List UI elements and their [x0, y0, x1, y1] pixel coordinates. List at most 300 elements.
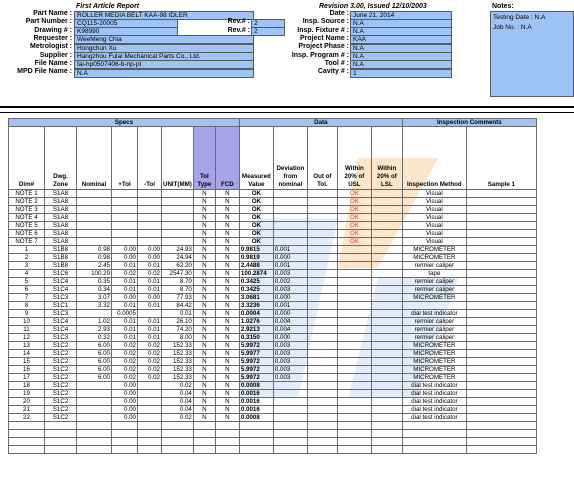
within-usl-cell — [337, 286, 371, 294]
sample-cell — [466, 310, 536, 318]
unit-cell — [162, 422, 194, 430]
plus-tol-cell: 0.00 — [112, 294, 138, 302]
within-lsl-cell — [371, 278, 402, 286]
col-method: Inspection Method — [402, 127, 466, 190]
measured-cell — [239, 422, 273, 430]
within-lsl-cell — [371, 390, 402, 398]
sample-cell — [466, 238, 536, 246]
rev-value[interactable]: 2 — [251, 19, 285, 28]
method-cell: dial test indicator — [402, 406, 466, 414]
table-row — [9, 438, 537, 446]
tol-type-cell: N — [193, 214, 215, 222]
sample-cell — [466, 198, 536, 206]
right-field-label: Cavity # : — [317, 68, 349, 76]
out-of-tol-cell — [307, 294, 337, 302]
nominal-cell: 6.00 — [77, 350, 112, 358]
sample-cell — [466, 270, 536, 278]
sample-cell — [466, 374, 536, 382]
right-field-value[interactable]: N.A — [350, 44, 452, 53]
method-cell: MICROMETER — [402, 246, 466, 254]
method-cell — [402, 430, 466, 438]
plus-tol-cell — [112, 190, 138, 198]
left-field-value[interactable]: Hangzhou Fulai Mechanical Parts Co., Ltd. — [74, 52, 254, 61]
nominal-cell: 3.32 — [77, 302, 112, 310]
measured-cell — [239, 438, 273, 446]
measured-cell: OK — [239, 214, 273, 222]
plus-tol-cell: 0.0005 — [112, 310, 138, 318]
deviation-cell — [273, 430, 307, 438]
revision-label: Revision 3.00, Issued 12/10/2003 — [319, 3, 427, 10]
table-row — [9, 262, 537, 270]
minus-tol-cell: 0.01 — [138, 318, 162, 326]
unit-cell: 77.93 — [162, 294, 194, 302]
minus-tol-cell: 0.02 — [138, 270, 162, 278]
out-of-tol-cell — [307, 222, 337, 230]
right-field-value[interactable]: June 21, 2014 — [350, 11, 452, 20]
zone-cell: S1C2 — [45, 398, 77, 406]
table-row — [9, 358, 537, 366]
measured-cell: OK — [239, 238, 273, 246]
left-field-value[interactable]: ROLLER MEDIA BELT KAA-98 IDLER — [74, 11, 254, 20]
right-field-value[interactable]: N.A — [350, 27, 452, 36]
out-of-tol-cell — [307, 262, 337, 270]
deviation-cell: 0.003 — [273, 286, 307, 294]
tol-type-cell: N — [193, 206, 215, 214]
plus-tol-cell: 0.01 — [112, 326, 138, 334]
sample-cell — [466, 446, 536, 454]
out-of-tol-cell — [307, 230, 337, 238]
tol-type-cell: N — [193, 238, 215, 246]
within-usl-cell: OK — [337, 206, 371, 214]
within-usl-cell — [337, 366, 371, 374]
zone-cell: S1C3 — [45, 334, 77, 342]
unit-cell: 8.70 — [162, 286, 194, 294]
left-field-value[interactable]: K98990 — [74, 27, 178, 36]
right-field-value[interactable]: N.A — [350, 60, 452, 69]
unit-cell: 0.04 — [162, 390, 194, 398]
tol-type-cell — [193, 430, 215, 438]
minus-tol-cell — [138, 198, 162, 206]
out-of-tol-cell — [307, 334, 337, 342]
out-of-tol-cell — [307, 430, 337, 438]
fcd-cell: N — [215, 206, 239, 214]
unit-cell: 2547.30 — [162, 270, 194, 278]
deviation-cell: 0.001 — [273, 262, 307, 270]
dim-cell: 16 — [9, 366, 45, 374]
table-row — [9, 382, 537, 390]
method-cell: MICROMETER — [402, 366, 466, 374]
table-row — [9, 446, 537, 454]
minus-tol-cell — [138, 438, 162, 446]
tol-type-cell: N — [193, 382, 215, 390]
plus-tol-cell: 0.00 — [112, 398, 138, 406]
dim-cell: NOTE 4 — [9, 214, 45, 222]
dim-cell: NOTE 5 — [9, 222, 45, 230]
minus-tol-cell — [138, 406, 162, 414]
fcd-cell: N — [215, 262, 239, 270]
table-row — [9, 230, 537, 238]
out-of-tol-cell — [307, 302, 337, 310]
table-row — [9, 350, 537, 358]
dim-cell — [9, 430, 45, 438]
left-field-value[interactable]: N.A — [74, 69, 254, 78]
tol-type-cell — [193, 422, 215, 430]
fcd-cell: N — [215, 382, 239, 390]
left-field-value[interactable]: Hongchun Xu — [74, 44, 254, 53]
out-of-tol-cell — [307, 422, 337, 430]
deviation-cell: 0.001 — [273, 246, 307, 254]
tol-type-cell: N — [193, 294, 215, 302]
dim-cell: 7 — [9, 294, 45, 302]
unit-cell: 152.33 — [162, 342, 194, 350]
zone-cell — [45, 438, 77, 446]
sample-cell — [466, 222, 536, 230]
method-cell: Visual — [402, 222, 466, 230]
zone-cell: S1C2 — [45, 366, 77, 374]
zone-cell: S1C4 — [45, 326, 77, 334]
minus-tol-cell: 0.02 — [138, 350, 162, 358]
sample-cell — [466, 206, 536, 214]
sample-cell — [466, 302, 536, 310]
within-usl-cell — [337, 438, 371, 446]
sample-cell — [466, 286, 536, 294]
table-row — [9, 294, 537, 302]
zone-cell: S1C1 — [45, 302, 77, 310]
minus-tol-cell — [138, 430, 162, 438]
section-row — [9, 119, 537, 127]
nominal-cell — [77, 206, 112, 214]
fcd-cell: N — [215, 278, 239, 286]
deviation-cell — [273, 422, 307, 430]
zone-cell: S1C4 — [45, 286, 77, 294]
minus-tol-cell: 0.01 — [138, 262, 162, 270]
zone-cell: S1C2 — [45, 374, 77, 382]
minus-tol-cell: 0.01 — [138, 302, 162, 310]
out-of-tol-cell — [307, 278, 337, 286]
sample-cell — [466, 406, 536, 414]
method-cell: dial test indicator — [402, 390, 466, 398]
within-usl-cell: OK — [337, 214, 371, 222]
nominal-cell — [77, 414, 112, 422]
nominal-cell — [77, 422, 112, 430]
zone-cell: S1A8 — [45, 190, 77, 198]
within-usl-cell: OK — [337, 230, 371, 238]
deviation-cell: 0.003 — [273, 374, 307, 382]
dim-cell: 15 — [9, 358, 45, 366]
dim-cell: 14 — [9, 350, 45, 358]
right-field-label: Insp. Program # : — [291, 51, 349, 59]
deviation-cell: 0.001 — [273, 302, 307, 310]
tol-type-cell: N — [193, 286, 215, 294]
unit-cell: 152.33 — [162, 358, 194, 366]
unit-cell: 152.33 — [162, 366, 194, 374]
method-cell: MICROMETER — [402, 342, 466, 350]
column-header-row — [9, 127, 537, 190]
left-field-value[interactable]: CQ115-20005 — [74, 19, 178, 28]
left-field-label: MPD File Name : — [17, 68, 72, 76]
minus-tol-cell — [138, 398, 162, 406]
nominal-cell — [77, 230, 112, 238]
measured-cell: OK — [239, 230, 273, 238]
table-row — [9, 206, 537, 214]
minus-tol-cell — [138, 222, 162, 230]
col-out-of-tol: Out of Tol. — [307, 127, 337, 190]
tol-type-cell: N — [193, 246, 215, 254]
col-tol-type: Tol Type — [193, 127, 215, 190]
plus-tol-cell: 0.00 — [112, 406, 138, 414]
dim-cell: 22 — [9, 414, 45, 422]
right-field-value[interactable]: N.A — [350, 19, 452, 28]
col-zone: Dwg. Zone — [45, 127, 77, 190]
fcd-cell: N — [215, 302, 239, 310]
sample-cell — [466, 262, 536, 270]
out-of-tol-cell — [307, 398, 337, 406]
minus-tol-cell — [138, 238, 162, 246]
nominal-cell: 0.35 — [77, 278, 112, 286]
plus-tol-cell — [112, 446, 138, 454]
out-of-tol-cell — [307, 374, 337, 382]
deviation-cell — [273, 414, 307, 422]
unit-cell: 0.01 — [162, 310, 194, 318]
unit-cell: 0.02 — [162, 382, 194, 390]
dim-cell: 5 — [9, 278, 45, 286]
minus-tol-cell: 0.02 — [138, 358, 162, 366]
right-field-value[interactable]: N.A — [350, 52, 452, 61]
nominal-cell — [77, 382, 112, 390]
measured-cell: OK — [239, 222, 273, 230]
minus-tol-cell — [138, 414, 162, 422]
minus-tol-cell — [138, 206, 162, 214]
table-row — [9, 254, 537, 262]
plus-tol-cell: 0.01 — [112, 334, 138, 342]
out-of-tol-cell — [307, 342, 337, 350]
plus-tol-cell: 0.00 — [112, 390, 138, 398]
table-row — [9, 366, 537, 374]
within-usl-cell — [337, 374, 371, 382]
col-deviation: Deviation from nominal — [273, 127, 307, 190]
plus-tol-cell — [112, 238, 138, 246]
tol-type-cell: N — [193, 310, 215, 318]
fcd-cell: N — [215, 406, 239, 414]
minus-tol-cell: 0.00 — [138, 254, 162, 262]
nominal-cell: 2.93 — [77, 326, 112, 334]
deviation-cell: 0.004 — [273, 326, 307, 334]
divider-line — [0, 106, 574, 108]
within-lsl-cell — [371, 374, 402, 382]
method-cell — [402, 302, 466, 310]
col-within-usl: Within 20% of USL — [337, 127, 371, 190]
within-lsl-cell — [371, 254, 402, 262]
table-row — [9, 214, 537, 222]
out-of-tol-cell — [307, 390, 337, 398]
plus-tol-cell — [112, 206, 138, 214]
measured-cell: 0.0008 — [239, 414, 273, 422]
within-usl-cell — [337, 262, 371, 270]
method-cell: dial test indicator — [402, 414, 466, 422]
unit-cell — [162, 222, 194, 230]
right-field-value[interactable]: 1 — [350, 69, 452, 78]
fcd-cell: N — [215, 190, 239, 198]
sample-cell — [466, 246, 536, 254]
nominal-cell — [77, 238, 112, 246]
out-of-tol-cell — [307, 382, 337, 390]
out-of-tol-cell — [307, 206, 337, 214]
deviation-cell — [273, 398, 307, 406]
rev-label: Rev.# : — [227, 18, 250, 26]
dim-cell: 11 — [9, 326, 45, 334]
within-usl-cell — [337, 414, 371, 422]
plus-tol-cell — [112, 438, 138, 446]
method-cell: tape — [402, 270, 466, 278]
tol-type-cell: N — [193, 318, 215, 326]
within-lsl-cell — [371, 214, 402, 222]
dim-cell: 18 — [9, 382, 45, 390]
dim-cell — [9, 446, 45, 454]
within-usl-cell — [337, 310, 371, 318]
within-lsl-cell — [371, 318, 402, 326]
minus-tol-cell — [138, 422, 162, 430]
nominal-cell: 6.00 — [77, 358, 112, 366]
dim-cell — [9, 438, 45, 446]
within-lsl-cell — [371, 350, 402, 358]
tol-type-cell: N — [193, 350, 215, 358]
zone-cell — [45, 446, 77, 454]
table-row — [9, 198, 537, 206]
tol-type-cell: N — [193, 230, 215, 238]
plus-tol-cell — [112, 222, 138, 230]
within-lsl-cell — [371, 358, 402, 366]
out-of-tol-cell — [307, 366, 337, 374]
fcd-cell — [215, 430, 239, 438]
dim-cell: 4 — [9, 270, 45, 278]
dim-cell: 3 — [9, 262, 45, 270]
table-row — [9, 422, 537, 430]
dim-cell — [9, 422, 45, 430]
within-usl-cell — [337, 406, 371, 414]
deviation-cell: 0.003 — [273, 270, 307, 278]
within-lsl-cell — [371, 326, 402, 334]
measured-cell: 0.3425 — [239, 278, 273, 286]
tol-type-cell: N — [193, 334, 215, 342]
measured-cell: 5.9977 — [239, 350, 273, 358]
fcd-cell: N — [215, 414, 239, 422]
minus-tol-cell — [138, 390, 162, 398]
method-cell: rermier caliper — [402, 286, 466, 294]
deviation-cell — [273, 390, 307, 398]
nominal-cell: 0.98 — [77, 254, 112, 262]
out-of-tol-cell — [307, 198, 337, 206]
fcd-cell: N — [215, 246, 239, 254]
zone-cell: S1A8 — [45, 222, 77, 230]
dim-cell: 8 — [9, 302, 45, 310]
sample-cell — [466, 366, 536, 374]
fcd-cell: N — [215, 214, 239, 222]
col-nominal: Nominal — [77, 127, 112, 190]
within-lsl-cell — [371, 342, 402, 350]
notes-box[interactable] — [490, 11, 574, 97]
tol-type-cell: N — [193, 414, 215, 422]
tol-type-cell: N — [193, 278, 215, 286]
tol-type-cell: N — [193, 398, 215, 406]
left-field-label: Part Name : — [33, 10, 72, 17]
rev-value[interactable]: 2 — [251, 27, 285, 36]
method-cell: MICROMETER — [402, 294, 466, 302]
plus-tol-cell: 0.02 — [112, 270, 138, 278]
deviation-cell: 0.000 — [273, 310, 307, 318]
deviation-cell — [273, 214, 307, 222]
dim-cell: 19 — [9, 390, 45, 398]
measured-cell: OK — [239, 190, 273, 198]
table-row — [9, 270, 537, 278]
within-lsl-cell — [371, 238, 402, 246]
deviation-cell — [273, 190, 307, 198]
deviation-cell: 0.000 — [273, 254, 307, 262]
plus-tol-cell: 0.01 — [112, 278, 138, 286]
out-of-tol-cell — [307, 254, 337, 262]
measured-cell — [239, 446, 273, 454]
measured-cell: 0.3150 — [239, 334, 273, 342]
minus-tol-cell: 0.02 — [138, 374, 162, 382]
unit-cell: 84.42 — [162, 302, 194, 310]
plus-tol-cell: 0.01 — [112, 286, 138, 294]
nominal-cell — [77, 190, 112, 198]
within-lsl-cell — [371, 446, 402, 454]
plus-tol-cell: 0.02 — [112, 374, 138, 382]
left-field-value[interactable]: fai-hp0507406-b-np-pt — [74, 60, 254, 69]
dim-cell: 9 — [9, 310, 45, 318]
sample-cell — [466, 358, 536, 366]
measured-cell: OK — [239, 198, 273, 206]
out-of-tol-cell — [307, 406, 337, 414]
nominal-cell: 6.00 — [77, 366, 112, 374]
deviation-cell: 0.003 — [273, 342, 307, 350]
tol-type-cell: N — [193, 302, 215, 310]
dim-cell: 20 — [9, 398, 45, 406]
measured-cell: 2.9213 — [239, 326, 273, 334]
fcd-cell: N — [215, 398, 239, 406]
left-field-value[interactable]: WeeMeng Chia — [74, 35, 254, 44]
unit-cell: 74.20 — [162, 326, 194, 334]
col-dim: Dim# — [9, 127, 45, 190]
out-of-tol-cell — [307, 190, 337, 198]
method-cell — [402, 446, 466, 454]
dim-cell: 13 — [9, 342, 45, 350]
table-row — [9, 286, 537, 294]
fcd-cell — [215, 438, 239, 446]
unit-cell: 62.20 — [162, 262, 194, 270]
tol-type-cell: N — [193, 190, 215, 198]
sample-cell — [466, 190, 536, 198]
dim-cell: 17 — [9, 374, 45, 382]
measured-cell: 0.0016 — [239, 398, 273, 406]
within-lsl-cell — [371, 334, 402, 342]
plus-tol-cell — [112, 430, 138, 438]
plus-tol-cell: 0.02 — [112, 358, 138, 366]
fcd-cell: N — [215, 334, 239, 342]
measured-cell: 0.0016 — [239, 390, 273, 398]
deviation-cell — [273, 222, 307, 230]
within-lsl-cell — [371, 246, 402, 254]
out-of-tol-cell — [307, 326, 337, 334]
within-usl-cell — [337, 326, 371, 334]
within-lsl-cell — [371, 262, 402, 270]
right-field-value[interactable]: KAA — [350, 35, 452, 44]
minus-tol-cell: 0.00 — [138, 294, 162, 302]
col-unit: UNIT(MM) — [162, 127, 194, 190]
dim-cell: 1 — [9, 246, 45, 254]
plus-tol-cell: 0.00 — [112, 382, 138, 390]
table-row — [9, 374, 537, 382]
